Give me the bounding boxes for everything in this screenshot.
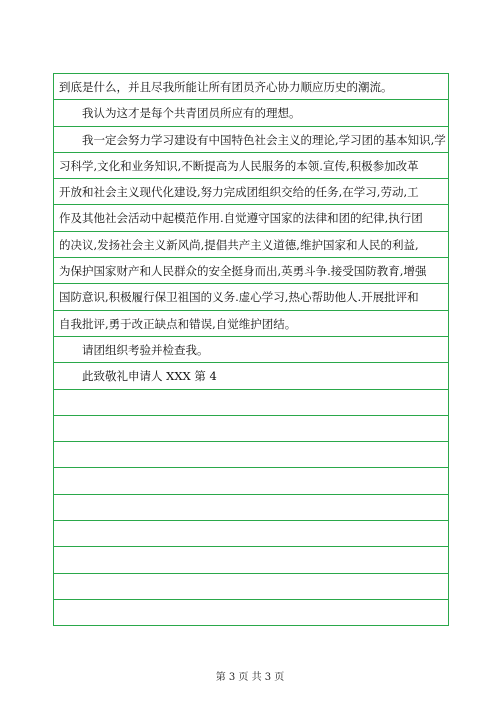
ruled-line: 习科学,文化和业务知识,不断提高为人民服务的本领.宣传,积极参加改革 — [54, 153, 448, 179]
ruled-line: 的决议,发扬社会主义新风尚,提倡共产主义道德,维护国家和人民的利益, — [54, 232, 448, 258]
ruled-line: 国防意识,积极履行保卫祖国的义务.虚心学习,热心帮助他人.开展批评和 — [54, 284, 448, 310]
ruled-paper — [53, 73, 449, 626]
ruled-line: 我认为这才是每个共青团员所应有的理想。 — [54, 100, 448, 126]
ruled-line — [54, 390, 448, 416]
ruled-line: 为保护国家财产和人民群众的安全挺身而出,英勇斗争.接受国防教育,增强 — [54, 258, 448, 284]
ruled-line — [54, 600, 448, 626]
ruled-line — [54, 521, 448, 547]
ruled-line: 开放和社会主义现代化建设,努力完成团组织交给的任务,在学习,劳动,工 — [54, 179, 448, 205]
ruled-line — [54, 547, 448, 573]
ruled-line — [54, 468, 448, 494]
ruled-line — [54, 416, 448, 442]
ruled-line — [54, 495, 448, 521]
ruled-line: 作及其他社会活动中起模范作用.自觉遵守国家的法律和团的纪律,执行团 — [54, 205, 448, 231]
ruled-line: 我一定会努力学习建设有中国特色社会主义的理论,学习团的基本知识,学 — [54, 127, 448, 153]
ruled-line — [54, 442, 448, 468]
ruled-line: 到底是什么，并且尽我所能让所有团员齐心协力顺应历史的潮流。 — [54, 74, 448, 100]
ruled-line: 此致敬礼申请人 XXX 第 4 — [54, 363, 448, 389]
ruled-line: 请团组织考验并检查我。 — [54, 337, 448, 363]
page-number: 第 3 页 共 3 页 — [215, 672, 285, 683]
ruled-line — [54, 574, 448, 600]
ruled-line: 自我批评,勇于改正缺点和错误,自觉维护团结。 — [54, 311, 448, 337]
